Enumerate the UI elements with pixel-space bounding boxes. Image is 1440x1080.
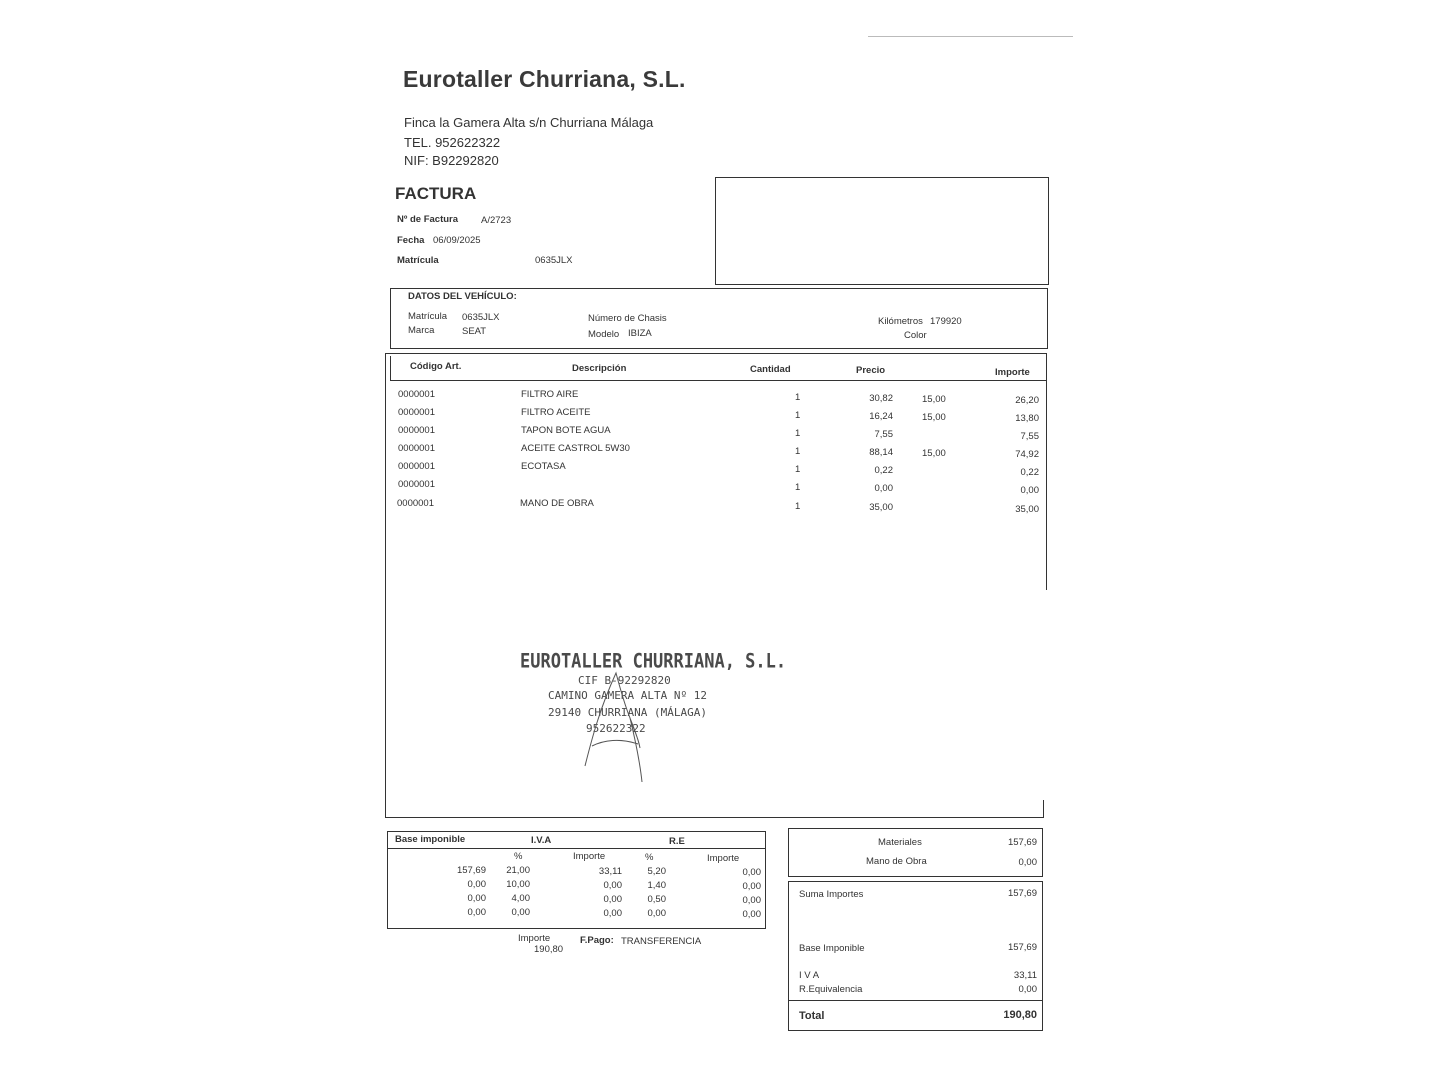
re-label: R.Equivalencia <box>799 984 863 995</box>
tax-re-header: R.E <box>669 836 685 847</box>
taxes-header-line <box>388 848 765 849</box>
vehicle-brand-label: Marca <box>408 325 435 336</box>
item-code: 0000001 <box>398 461 435 472</box>
item-amount: 0,00 <box>1020 485 1039 496</box>
company-stamp <box>520 648 787 798</box>
tax-re-amount: 0,00 <box>742 867 761 878</box>
item-code: 0000001 <box>397 498 434 509</box>
item-quantity: 1 <box>795 464 801 475</box>
iva-label: I V A <box>799 970 820 981</box>
item-price: 35,00 <box>869 502 893 513</box>
tax-re-pct: 0,50 <box>647 894 666 905</box>
tax-iva-amount-header: Importe <box>573 851 606 862</box>
item-quantity: 1 <box>795 392 801 403</box>
tax-base-header: Base imponible <box>395 834 466 845</box>
item-description: ECOTASA <box>521 461 566 472</box>
table-row <box>385 443 1048 461</box>
item-description: MANO DE OBRA <box>520 498 594 509</box>
stamp-street: CAMINO GAMERA ALTA Nº 12 <box>548 689 707 702</box>
invoice-date: 06/09/2025 <box>433 235 481 246</box>
invoice-plate-label: Matrícula <box>397 255 439 266</box>
sum-amounts-label: Suma Importes <box>799 889 864 900</box>
tax-iva-pct: 10,00 <box>506 879 530 890</box>
table-row <box>385 389 1048 407</box>
tax-base: 0,00 <box>467 907 486 918</box>
vehicle-brand: SEAT <box>462 326 487 337</box>
tax-base: 0,00 <box>467 879 486 890</box>
tax-re-amount: 0,00 <box>742 909 761 920</box>
col-header-amount: Importe <box>995 367 1030 378</box>
item-price: 7,55 <box>874 429 893 440</box>
signature-icon <box>520 648 740 798</box>
total-value: 190,80 <box>1003 1009 1037 1021</box>
table-row <box>385 407 1048 425</box>
item-description: FILTRO ACEITE <box>521 407 591 418</box>
customer-box <box>715 177 1049 285</box>
vehicle-model-label: Modelo <box>588 329 620 340</box>
col-header-quantity: Cantidad <box>750 364 791 375</box>
total-separator <box>789 1000 1042 1001</box>
item-code: 0000001 <box>398 443 435 454</box>
table-row <box>385 461 1048 479</box>
tax-base: 157,69 <box>456 865 486 876</box>
items-table-border-top <box>385 353 1047 354</box>
item-amount: 0,22 <box>1020 467 1039 478</box>
tax-iva-header: I.V.A <box>531 835 552 846</box>
tax-row <box>388 865 765 879</box>
tax-iva-pct: 4,00 <box>511 893 530 904</box>
tax-re-pct: 5,20 <box>647 866 666 877</box>
taxes-box <box>387 831 766 929</box>
item-amount: 7,55 <box>1020 431 1039 442</box>
tax-re-pct: 1,40 <box>647 880 666 891</box>
item-quantity: 1 <box>795 446 801 457</box>
totals-box <box>788 881 1043 1031</box>
tax-base-label: Base Imponible <box>799 943 865 954</box>
items-header-box <box>390 356 1046 381</box>
stamp-company: EUROTALLER CHURRIANA, S.L. <box>520 650 787 673</box>
stamp-phone: 952622322 <box>586 722 646 735</box>
col-header-code: Código Art. <box>410 361 462 372</box>
invoice-number: A/2723 <box>481 215 512 226</box>
tax-row <box>388 907 765 921</box>
materials-box <box>788 828 1043 877</box>
invoice-date-label: Fecha <box>397 235 425 246</box>
labor-label: Mano de Obra <box>866 856 927 867</box>
item-discount: 15,00 <box>922 394 946 405</box>
stamp-city: 29140 CHURRIANA (MÁLAGA) <box>548 706 707 719</box>
vehicle-model: IBIZA <box>628 328 652 339</box>
item-amount: 13,80 <box>1015 413 1039 424</box>
table-row <box>385 498 1048 516</box>
tax-iva-amount: 0,00 <box>603 894 622 905</box>
tax-iva-amount: 0,00 <box>603 908 622 919</box>
re-value: 0,00 <box>1018 984 1037 995</box>
tax-row <box>388 893 765 907</box>
company-name: Eurotaller Churriana, S.L. <box>403 66 686 92</box>
tax-re-amount: 0,00 <box>742 895 761 906</box>
item-description: FILTRO AIRE <box>521 389 579 400</box>
payment-amount-label: Importe <box>518 933 551 944</box>
total-label: Total <box>799 1010 825 1022</box>
item-price: 88,14 <box>869 447 893 458</box>
table-row <box>385 425 1048 443</box>
company-address: Finca la Gamera Alta s/n Churriana Málaga <box>404 115 654 130</box>
tax-re-pct-header: % <box>645 852 654 863</box>
item-amount: 35,00 <box>1015 504 1039 515</box>
labor-value: 0,00 <box>1018 857 1037 868</box>
iva-value: 33,11 <box>1013 970 1037 981</box>
tax-iva-amount: 0,00 <box>603 880 622 891</box>
table-row <box>385 479 1048 497</box>
vehicle-plate: 0635JLX <box>462 312 500 323</box>
tax-iva-amount: 33,11 <box>598 866 622 877</box>
sum-amounts-value: 157,69 <box>1007 888 1037 899</box>
tax-base: 0,00 <box>467 893 486 904</box>
vehicle-title: DATOS DEL VEHÍCULO: <box>408 291 517 302</box>
item-price: 0,00 <box>874 483 893 494</box>
materials-label: Materiales <box>878 837 922 848</box>
materials-value: 157,69 <box>1007 837 1037 848</box>
item-quantity: 1 <box>795 428 801 439</box>
item-price: 30,82 <box>869 393 893 404</box>
vehicle-km-label: Kilómetros <box>878 316 923 327</box>
tax-re-pct: 0,00 <box>647 908 666 919</box>
payment-amount: 190,80 <box>534 944 564 955</box>
tax-row <box>388 879 765 893</box>
item-code: 0000001 <box>398 425 435 436</box>
invoice-plate: 0635JLX <box>535 255 573 266</box>
col-header-description: Descripción <box>572 363 627 374</box>
vehicle-box <box>390 288 1048 349</box>
tax-re-amount: 0,00 <box>742 881 761 892</box>
col-header-price: Precio <box>856 365 886 376</box>
item-description: TAPON BOTE AGUA <box>521 425 611 436</box>
payment-method: TRANSFERENCIA <box>621 936 702 947</box>
stamp-cif: CIF B-92292820 <box>578 674 671 687</box>
tax-iva-pct: 0,00 <box>511 907 530 918</box>
item-code: 0000001 <box>398 389 435 400</box>
company-phone: TEL. 952622322 <box>404 135 501 150</box>
item-description: ACEITE CASTROL 5W30 <box>521 443 630 454</box>
item-amount: 74,92 <box>1015 449 1039 460</box>
invoice-number-label: Nº de Factura <box>397 214 459 225</box>
vehicle-plate-label: Matrícula <box>408 311 448 322</box>
vehicle-km: 179920 <box>930 316 962 327</box>
item-quantity: 1 <box>795 501 801 512</box>
item-price: 0,22 <box>874 465 893 476</box>
items-table-border-bottom <box>385 817 1044 818</box>
company-nif: NIF: B92292820 <box>404 153 499 168</box>
vehicle-color-label: Color <box>904 330 927 341</box>
tax-iva-pct: 21,00 <box>506 865 530 876</box>
vehicle-chassis-label: Número de Chasis <box>588 313 667 324</box>
item-amount: 26,20 <box>1015 395 1039 406</box>
item-discount: 15,00 <box>922 448 946 459</box>
item-quantity: 1 <box>795 410 801 421</box>
tax-base-value: 157,69 <box>1007 942 1037 953</box>
scan-artifact-line <box>868 36 1073 37</box>
payment-method-label: F.Pago: <box>580 935 614 946</box>
item-discount: 15,00 <box>922 412 946 423</box>
invoice-title: FACTURA <box>395 184 477 203</box>
tax-iva-pct-header: % <box>514 851 523 862</box>
item-price: 16,24 <box>869 411 893 422</box>
item-code: 0000001 <box>398 479 435 490</box>
item-quantity: 1 <box>795 482 801 493</box>
items-table-border-right-bottom <box>1043 800 1044 818</box>
item-code: 0000001 <box>398 407 435 418</box>
tax-re-amount-header: Importe <box>707 853 740 864</box>
